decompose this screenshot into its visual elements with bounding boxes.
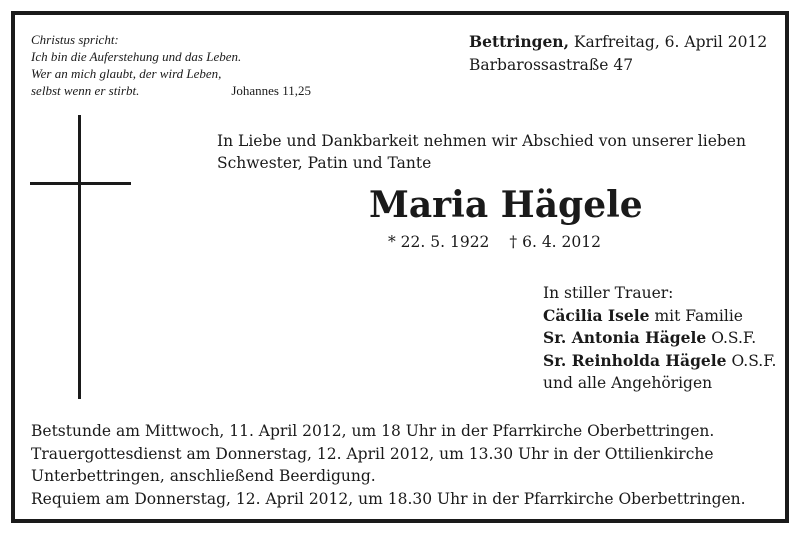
service-line: Requiem am Donnerstag, 12. April 2012, um 18.30 Uhr in der Pfarrkirche Oberbettringen. xyxy=(31,489,746,508)
mourner-name: Cäcilia Isele xyxy=(543,305,650,325)
service-info xyxy=(31,420,769,510)
cross-icon xyxy=(78,115,81,399)
mourner-entry xyxy=(543,350,776,373)
service-line: Trauergottesdienst am Donnerstag, 12. April 2012, um 13.30 Uhr in der Ottilienkirche xyxy=(31,444,714,463)
deceased-name: Maria Hägele xyxy=(369,184,643,226)
quote-line: Ich bin die Auferstehung und das Leben. xyxy=(31,49,242,64)
quote-reference: Johannes 11,25 xyxy=(231,83,311,98)
quote-line: Christus spricht: xyxy=(31,32,119,47)
quote-line: selbst wenn er stirbt. xyxy=(31,83,140,98)
mourner-entry xyxy=(543,327,776,350)
life-dates xyxy=(388,233,601,251)
mourners-heading: In stiller Trauer: xyxy=(543,284,674,302)
mourners-list xyxy=(543,282,776,395)
intro-text: In Liebe und Dankbarkeit nehmen wir Abschied von unserer lieben Schwester, Patin und Tante xyxy=(217,132,746,172)
mourner-name: Sr. Antonia Hägele xyxy=(543,328,707,347)
mourner-suffix: O.S.F. xyxy=(711,329,757,347)
place-date-text: Karfreitag, 6. April 2012 xyxy=(573,33,768,51)
place-date xyxy=(469,30,767,77)
mourners-closing: und alle Angehörigen xyxy=(543,374,713,392)
mourner-suffix: mit Familie xyxy=(654,306,743,325)
death-date: † 6. 4. 2012 xyxy=(509,233,601,251)
place-street: Barbarossastraße 47 xyxy=(469,56,634,74)
bible-quote xyxy=(31,31,321,99)
service-line: Unterbettringen, anschließend Beerdigung. xyxy=(31,467,376,485)
service-line: Betstunde am Mittwoch, 11. April 2012, um 18 Uhr in der Pfarrkirche Oberbettringen. xyxy=(31,422,715,440)
mourner-entry xyxy=(543,305,776,328)
mourner-name: Sr. Reinholda Hägele xyxy=(543,350,727,370)
cross-icon-bar xyxy=(30,182,131,185)
birth-date: * 22. 5. 1922 xyxy=(388,233,490,251)
quote-line: Wer an mich glaubt, der wird Leben, xyxy=(31,66,222,81)
mourner-suffix: O.S.F. xyxy=(731,351,777,370)
place-town: Bettringen, xyxy=(469,32,569,51)
